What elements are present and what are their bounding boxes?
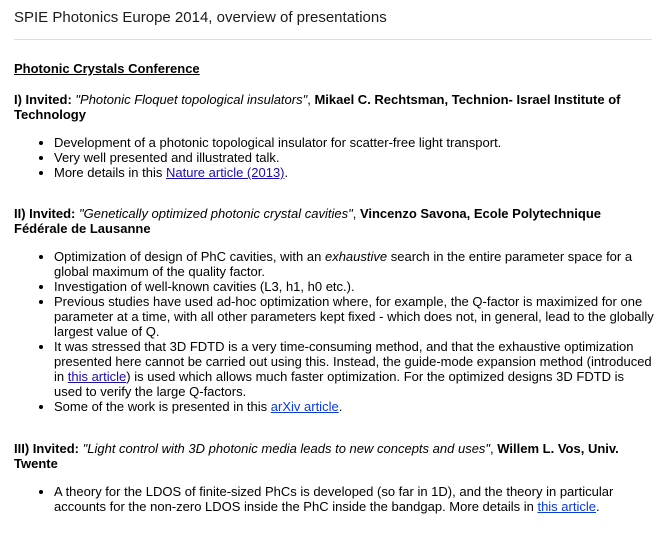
- list-item: [54, 135, 654, 150]
- talk-2-speaker: Vincenzo Savona, Ecole Polytechnique Fédérale de Lausanne: [14, 206, 601, 236]
- talk-3-bullets: [14, 484, 654, 514]
- guided-mode-article-link[interactable]: this article: [67, 369, 127, 384]
- page-title: SPIE Photonics Europe 2014, overview of presentations: [14, 9, 387, 26]
- talk-2: [14, 206, 654, 414]
- bullet-text: .: [284, 165, 289, 180]
- bullet-text: ) is used which allows much faster optimization. For the optimized designs 3D FDTD is used to verify the large Q-factors.: [54, 369, 625, 399]
- talk-3-heading: III) Invited: "Light control with 3D photonic media leads to new concepts and uses", Willem L. Vos, Univ. Twente: [14, 441, 619, 471]
- ldos-article-link[interactable]: this article: [537, 499, 596, 514]
- talk-1-bullets: [14, 135, 654, 180]
- talk-1-heading: I) Invited: "Photonic Floquet topological insulators", Mikael C. Rechtsman, Technion- Israel Institute of Technology: [14, 92, 621, 122]
- bullet-text: Optimization of design of PhC cavities, with an: [54, 249, 325, 264]
- nature-article-link[interactable]: Nature article (2013): [166, 165, 285, 180]
- conference-heading: Photonic Crystals Conference: [14, 61, 200, 76]
- list-item: [54, 339, 654, 399]
- bullet-text: Previous studies have used ad-hoc optimization where, for example, the Q-factor is maximized for one parameter at a time, with all other parameters kept fixed - which does not, in general, lead to the globally largest value of Q.: [54, 294, 654, 339]
- title-divider: [14, 39, 652, 40]
- talk-3-title: "Light control with 3D photonic media leads to new concepts and uses": [82, 441, 491, 456]
- bullet-text: More details in this: [54, 165, 166, 180]
- bullet-text: Investigation of well-known cavities (L3, h1, h0 etc.).: [54, 279, 355, 294]
- talk-1-speaker: Mikael C. Rechtsman, Technion- Israel Institute of Technology: [14, 92, 621, 122]
- list-item: [54, 294, 654, 339]
- bullet-text: .: [595, 499, 600, 514]
- bullet-text: Very well presented and illustrated talk.: [54, 150, 280, 165]
- talk-2-tag: II) Invited:: [14, 206, 76, 221]
- list-item: [54, 165, 654, 180]
- document-body: [14, 61, 654, 514]
- talk-3-speaker: Willem L. Vos, Univ. Twente: [14, 441, 619, 471]
- arxiv-article-link[interactable]: arXiv article: [270, 399, 339, 414]
- list-item: [54, 399, 654, 414]
- list-item: [54, 249, 654, 279]
- list-item: [54, 150, 654, 165]
- talk-1: [14, 92, 654, 180]
- talk-1-title: "Photonic Floquet topological insulators": [75, 92, 308, 107]
- talk-2-bullets: [14, 249, 654, 414]
- bullet-text: A theory for the LDOS of finite-sized PhCs is developed (so far in 1D), and the theory in particular accounts for the non-zero LDOS inside the PhC inside the bandgap. More details in: [54, 484, 614, 514]
- talk-2-heading: II) Invited: "Genetically optimized photonic crystal cavities", Vincenzo Savona, Ecole Polytechnique Fédérale de Lausanne: [14, 206, 601, 236]
- talk-3: [14, 441, 654, 514]
- bullet-text: Some of the work is presented in this: [54, 399, 271, 414]
- list-item: [54, 279, 654, 294]
- list-item: [54, 484, 654, 514]
- talk-1-tag: I) Invited:: [14, 92, 72, 107]
- bullet-text: Development of a photonic topological insulator for scatter-free light transport.: [54, 135, 502, 150]
- bullet-emphasis: exhaustive: [324, 249, 388, 264]
- talk-2-title: "Genetically optimized photonic crystal cavities": [79, 206, 353, 221]
- bullet-text: search in the entire parameter space for a global maximum of the quality factor.: [54, 249, 633, 279]
- bullet-text: It was stressed that 3D FDTD is a very time-consuming method, and that the exhaustive optimization presented here cannot be carried out using this. Instead, the guide-mode expansion method (introduced in: [54, 339, 652, 384]
- talk-3-tag: III) Invited:: [14, 441, 79, 456]
- bullet-text: .: [338, 399, 343, 414]
